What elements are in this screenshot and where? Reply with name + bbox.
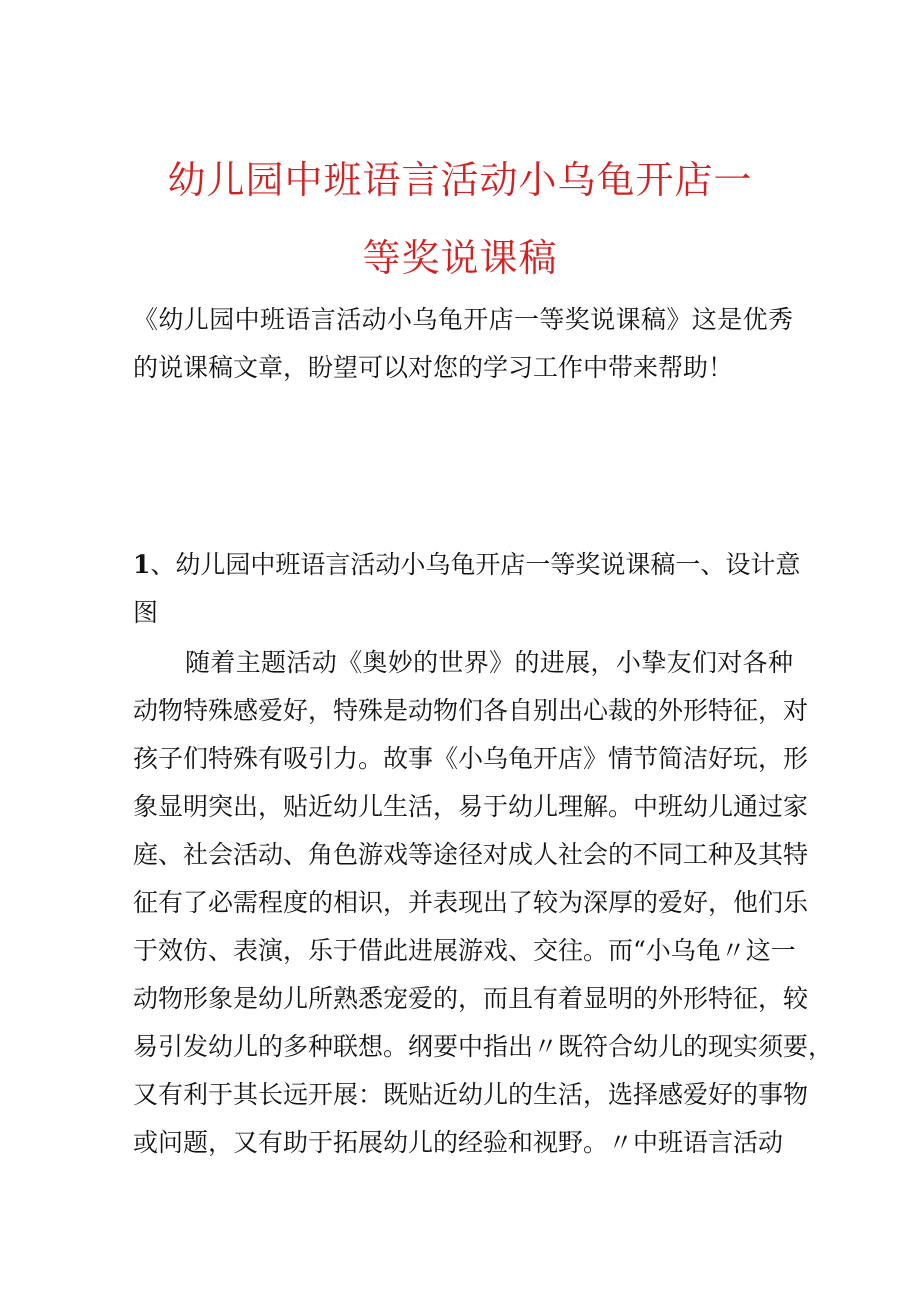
section-heading-line-2: 图 (133, 598, 159, 627)
body-line-2: 动物特殊感爱好，特殊是动物们各自别出心裁的外形特征，对 (133, 696, 809, 725)
document-title-line-1: 幼儿园中班语言活动小乌龟开店一 (167, 158, 753, 202)
section-number: 1 (133, 550, 151, 579)
intro-line-1: 《幼儿园中班语言活动小乌龟开店一等奖说课稿》这是优秀 (133, 305, 793, 334)
body-line-4: 象显明突出，贴近幼儿生活，易于幼儿理解。中班幼儿通过家 (133, 792, 809, 821)
body-line-10: 又有利于其长远开展：既贴近幼儿的生活，选择感爱好的事物 (133, 1080, 809, 1109)
body-line-11: 或问题，又有助于拓展幼儿的经验和视野。〃中班语言活动 (133, 1128, 784, 1157)
body-line-5: 庭、社会活动、角色游戏等途径对成人社会的不同工种及其特 (133, 840, 809, 869)
body-line-7: 于效仿、表演，乐于借此进展游戏、交往。而“小乌龟〃这一 (133, 936, 796, 965)
body-line-3: 孩子们特殊有吸引力。故事《小乌龟开店》情节简洁好玩，形 (133, 744, 809, 773)
body-line-9: 易引发幼儿的多种联想。纲要中指出〃既符合幼儿的现实须要， (133, 1032, 834, 1061)
section-heading (133, 549, 801, 581)
intro-line-2: 的说课稿文章，盼望可以对您的学习工作中带来帮助！ (133, 353, 734, 382)
body-line-8: 动物形象是幼儿所熟悉宠爱的，而且有着显明的外形特征，较 (133, 984, 809, 1013)
body-line-6: 征有了必需程度的相识，并表现出了较为深厚的爱好，他们乐 (133, 888, 809, 917)
body-line-1: 随着主题活动《奥妙的世界》的进展，小挚友们对各种 (185, 648, 793, 677)
section-heading-text: 、幼儿园中班语言活动小乌龟开店一等奖说课稿一、设计意 (150, 550, 801, 579)
document-title-line-2: 等奖说课稿 (362, 236, 558, 280)
